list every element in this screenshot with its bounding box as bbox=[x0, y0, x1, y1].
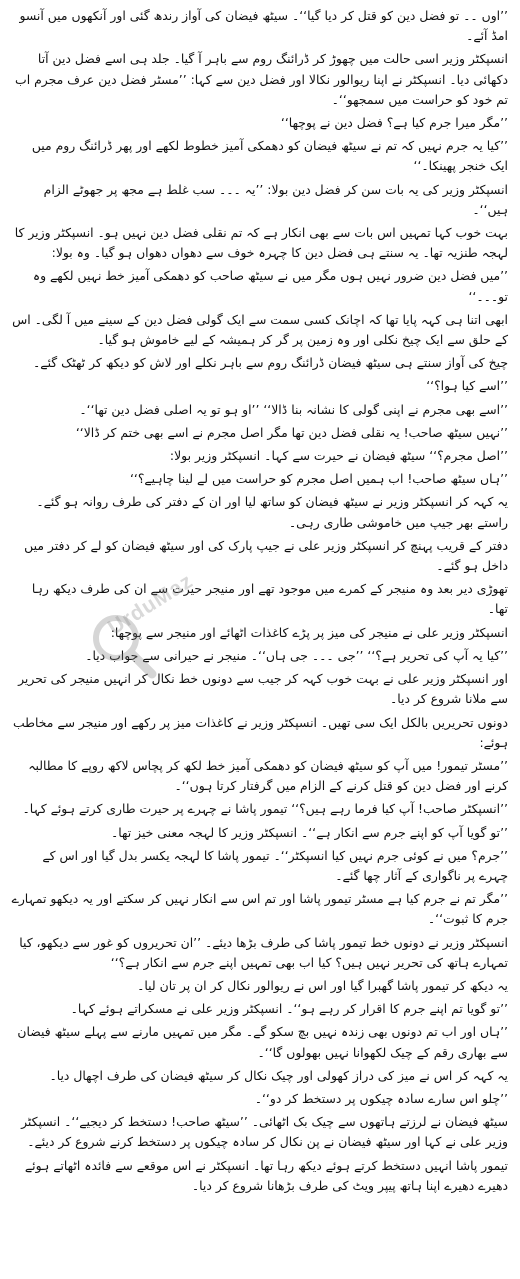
paragraph: ’’انسپکٹر صاحب! آپ کیا فرما رہے ہیں؟‘‘ تیمور پاشا نے چہرے پر حیرت طاری کرتے ہوئے کہا۔ bbox=[22, 801, 508, 817]
paragraph: ’’میں فضل دین ضرور نہیں ہوں مگر میں نے سیٹھ صاحب کو دھمکی آمیز خط نہیں لکھے وہ تو۔۔۔‘‘ bbox=[32, 268, 508, 304]
paragraph: ’’مسٹر تیمور! میں آپ کو سیٹھ فیضان کو دھمکی آمیز خط لکھ کر پچاس لاکھ روپے کا مطالبہ کرنے اور فضل دین کو قتل کرنے کے الزام میں گرفتار کرتا ہوں‘‘۔ bbox=[28, 757, 508, 794]
paragraph: تیمور پاشا انہیں دستخط کرتے ہوئے دیکھ رہا تھا۔ انسپکٹر نے اس موقعے سے فائدہ اٹھاتے ہوئے دھیرے دھیرے اپنا ہاتھ پیپر ویٹ کی طرف بڑھانا شروع کر دیا۔ bbox=[24, 1157, 508, 1193]
paragraph: ’’کیا یہ آپ کی تحریر ہے؟‘‘ ’’جی ۔۔۔ جی ہاں‘‘۔ منیجر نے حیرانی سے جواب دیا۔ bbox=[85, 647, 508, 663]
paragraph: ’’ہاں اور اب تم دونوں بھی زندہ نہیں بچ سکو گے۔ مگر میں تمہیں مارنے سے پہلے سیٹھ فیضان سے بھاری رقم کے چیک لکھوانا نہیں بھولوں گا‘‘۔ bbox=[17, 1024, 508, 1060]
paragraph: یہ کہہ کر اس نے میز کی دراز کھولی اور چیک نکال کر سیٹھ فیضان کی طرف اچھال دیا۔ bbox=[49, 1067, 508, 1083]
paragraph: ’’چلو اس سارے سادہ چیکوں پر دستخط کر دو‘‘۔ bbox=[254, 1090, 508, 1106]
paragraph: یہ دیکھ کر تیمور پاشا گھبرا گیا اور اس نے ریوالور نکال کر ان پر تان لیا۔ bbox=[137, 977, 508, 993]
paragraph: ’’اسے بھی مجرم نے اپنی گولی کا نشانہ بنا ڈالا‘‘ ’’او ہو تو یہ اصلی فضل دین تھا‘‘۔ bbox=[79, 401, 508, 417]
paragraph: ’’اصل مجرم؟‘‘ سیٹھ فیضان نے حیرت سے کہا۔ انسپکٹر وزیر بولا: bbox=[169, 448, 508, 464]
paragraph: انسپکٹر وزیر علی نے منیجر کی میز پر پڑے کاغذات اٹھائے اور منیجر سے پوچھا: bbox=[110, 624, 508, 640]
paragraph: ’’نہیں سیٹھ صاحب! یہ نقلی فضل دین تھا مگر اصل مجرم نے اسے بھی ختم کر ڈالا‘‘ bbox=[75, 424, 508, 440]
watermark-text: UrduMaz bbox=[104, 569, 198, 640]
paragraph: ’’مگر تم نے جرم کیا ہے مسٹر تیمور پاشا اور تم اس سے انکار نہیں کر سکتے اور یہ دیکھو تمہارے جرم کا ثبوت‘‘۔ bbox=[11, 891, 508, 927]
paragraph: انسپکٹر وزیر نے دونوں خط تیمور پاشا کی طرف بڑھا دیئے۔ ’’ان تحریروں کو غور سے دیکھو، کیا تمہارے ہاتھ کی تحریر نہیں ہیں؟ کیا اب بھی تمہیں اپنے جرم سے انکار ہے؟‘‘ bbox=[19, 934, 508, 970]
paragraph: ’’اسے کیا ہوا؟‘‘ bbox=[426, 378, 508, 394]
paragraph: انسپکٹر وزیر کی یہ بات سن کر فضل دین بولا: ’’یہ ۔۔۔ سب غلط ہے مجھ پر جھوٹے الزام ہیں‘‘۔ bbox=[43, 181, 508, 217]
paragraph: تھوڑی دیر بعد وہ منیجر کے کمرے میں موجود تھے اور منیجر حیرت سے ان کی طرف دیکھ رہا تھا۔ bbox=[31, 581, 508, 617]
paragraph: ’’تو گویا آپ کو اپنے جرم سے انکار ہے‘‘۔ انسپکٹر وزیر کا لہجہ معنی خیز تھا۔ bbox=[110, 824, 508, 840]
paragraph: دفتر کے قریب پہنچ کر انسپکٹر وزیر علی نے جیپ پارک کی اور سیٹھ فیضان کو لے کر دفتر میں داخل ہو گئے۔ bbox=[24, 537, 508, 574]
paragraph: ’’جرم؟ میں نے کوئی جرم نہیں کیا انسپکٹر‘‘۔ تیمور پاشا کا لہجہ یکسر بدل گیا اور اس کے چہرے پر ناگواری کے آثار چھا گئے۔ bbox=[42, 847, 508, 883]
paragraph: ’’کیا یہ جرم نہیں کہ تم نے سیٹھ فیضان کو دھمکی آمیز خطوط لکھے اور پھر ڈرائنگ روم میں ایک خنجر پھینکا۔‘‘ bbox=[31, 138, 508, 174]
paragraph: دونوں تحریریں بالکل ایک سی تھیں۔ انسپکٹر وزیر نے کاغذات میز پر رکھے اور منیجر سے مخاطب ہوئے: bbox=[12, 714, 508, 750]
paragraph: بہت خوب کہا تمہیں اس بات سے بھی انکار ہے کہ تم نقلی فضل دین نہیں ہو۔ انسپکٹر وزیر کا لہجہ طنزیہ تھا۔ یہ سنتے ہی فضل دین کا چہرہ خوف سے دھواں دھواں ہو گیا۔ وہ بولا: bbox=[14, 225, 508, 261]
paragraph: یہ کہہ کر انسپکٹر وزیر نے سیٹھ فیضان کو ساتھ لیا اور ان کے دفتر کی طرف روانہ ہو گئے۔ راستے بھر جیپ میں خاموشی طاری رہی۔ bbox=[36, 494, 508, 530]
paragraph: سیٹھ فیضان نے لرزتے ہاتھوں سے چیک بک اٹھائی۔ ’’سیٹھ صاحب! دستخط کر دیجیے‘‘۔ انسپکٹر وزیر علی نے کہا اور سیٹھ فیضان نے پن نکال کر سادہ چیکوں پر دستخط کرنے شروع کر دیئے۔ bbox=[21, 1114, 508, 1150]
paragraph: چیخ کی آواز سنتے ہی سیٹھ فیضان ڈرائنگ روم سے باہر نکلے اور لاش کو دیکھ کر ٹھٹک گئے۔ bbox=[33, 355, 508, 371]
paragraph: ’’ہاں سیٹھ صاحب! اب ہمیں اصل مجرم کو حراست میں لے لینا چاہیے؟‘‘ bbox=[129, 471, 508, 487]
paragraph: ’’اوں ۔۔ تو فضل دین کو قتل کر دیا گیا‘‘۔ سیٹھ فیضان کی آواز رندھ گئی اور آنکھوں میں آنسو امڈ آئے۔ bbox=[19, 8, 508, 44]
paragraph: اور انسپکٹر وزیر علی نے بہت خوب کہہ کر جیب سے دونوں خط نکال کر انہیں منیجر کی تحریر سے ملانا شروع کر دیا۔ bbox=[18, 671, 508, 707]
paragraph: انسپکٹر وزیر اسی حالت میں چھوڑ کر ڈرائنگ روم سے باہر آ گیا۔ جلد ہی اسے فضل دین آتا دکھائی دیا۔ انسپکٹر نے اپنا ریوالور نکالا اور فضل دین سے کہا: ’’مسٹر فضل دین عرف مجرم اب تم خود کو حراست میں سمجھو‘‘۔ bbox=[15, 51, 508, 107]
paragraph: ’’مگر میرا جرم کیا ہے؟ فضل دین نے پوچھا‘‘ bbox=[280, 115, 508, 131]
paragraph: ’’تو گویا تم اپنے جرم کا اقرار کر رہے ہو‘‘۔ انسپکٹر وزیر علی نے مسکراتے ہوئے کہا۔ bbox=[70, 1001, 508, 1017]
paragraph: ابھی اتنا ہی کہہ پایا تھا کہ اچانک کسی سمت سے ایک گولی فضل دین کے سینے میں آ لگی۔ اس کے حلق سے ایک چیخ نکلی اور وہ زمین پر گر کر ہمیشہ کے لیے خاموش ہو گیا۔ bbox=[12, 311, 508, 348]
